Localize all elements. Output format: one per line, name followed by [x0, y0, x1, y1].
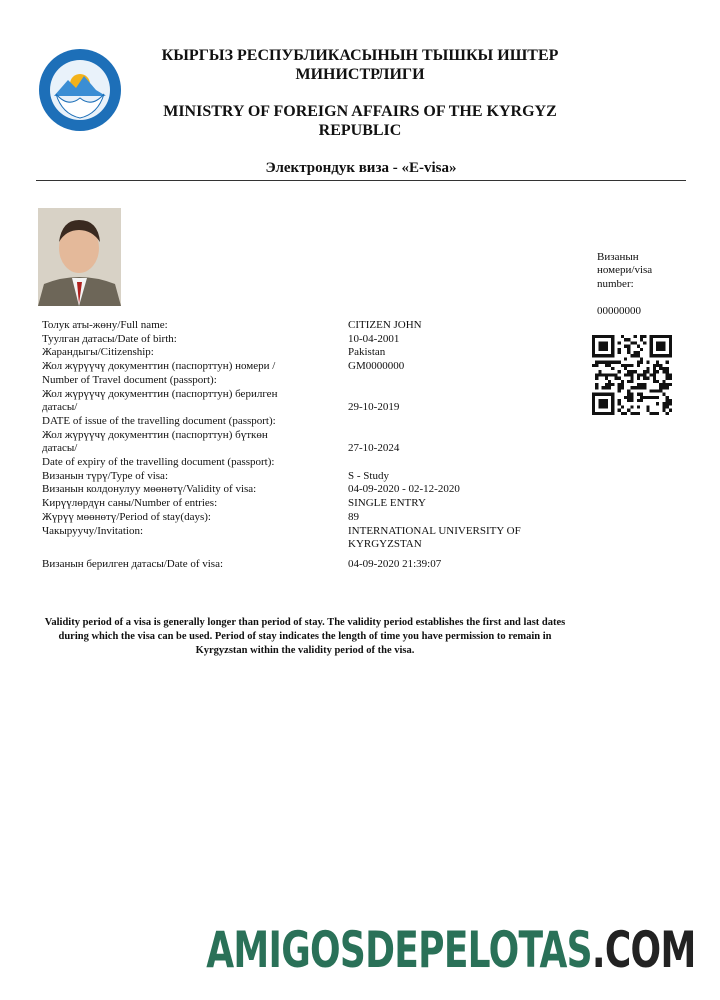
- field-visa-type: [42, 470, 602, 484]
- field-value: SINGLE ENTRY: [348, 497, 426, 510]
- field-passport-number: [42, 360, 602, 387]
- field-value: 04-09-2020 21:39:07: [348, 557, 442, 570]
- field-value: Pakistan: [348, 346, 386, 359]
- field-label: Визанын берилген датасы/Date of visa:: [42, 557, 224, 570]
- visa-number-value: 00000000: [597, 304, 641, 317]
- watermark-main: AMIGOSDEPELOTAS: [206, 921, 593, 979]
- field-label: Жол жүрүүчү документтин (паспорттун) берилген датасы/ DATE of issue of the travelling document (passport):: [42, 387, 278, 427]
- field-date-of-visa: [42, 558, 602, 572]
- state-emblem: [38, 48, 122, 132]
- document-subtitle: Электрондук виза - «E-visa»: [265, 160, 457, 176]
- field-label: Толук аты-жөну/Full name:: [42, 319, 168, 331]
- field-label: Жарандыгы/Citizenship:: [42, 346, 154, 359]
- ministry-title-ky: КЫРГЫЗ РЕСПУБЛИКАСЫНЫН ТЫШКЫ ИШТЕР МИНИСТРЛИГИ: [161, 47, 559, 83]
- applicant-photo: [38, 208, 121, 306]
- field-value: 27-10-2024: [348, 442, 400, 455]
- field-number-of-entries: [42, 497, 602, 511]
- field-date-of-birth: [42, 333, 602, 347]
- field-label: Визанын колдонулуу мөөнөтү/Validity of visa:: [42, 483, 257, 496]
- ministry-title-en: MINISTRY OF FOREIGN AFFAIRS OF THE KYRGYZ REPUBLIC: [163, 103, 557, 139]
- field-label: Жол жүрүүчү документтин (паспорттун) номери / Number of Travel document (passport):: [42, 360, 276, 386]
- field-label: Жүрүү мөөнөтү/Period of stay(days):: [42, 510, 211, 523]
- header-divider: [36, 180, 686, 181]
- field-invitation: [42, 525, 602, 552]
- validity-note: Validity period of a visa is generally longer than period of stay. The validity period establishes the first and last dates during which the visa can be used. Period of stay indicates the length of time you have permission to remain in Kyrgyzstan within the validity period of the visa.: [44, 617, 566, 656]
- field-value: INTERNATIONAL UNIVERSITY OF KYRGYZSTAN: [348, 524, 521, 551]
- field-value: 89: [348, 510, 359, 523]
- field-full-name: [42, 319, 602, 333]
- field-citizenship: [42, 346, 602, 360]
- visa-number-label: Визанын номери/visa number:: [597, 250, 653, 290]
- field-label: Визанын түрү/Type of visa:: [42, 469, 169, 482]
- visa-number-block: [597, 237, 687, 332]
- field-value: CITIZEN JOHN: [348, 319, 422, 331]
- field-value: S - Study: [348, 469, 389, 482]
- visa-fields: [42, 319, 602, 572]
- field-value: 04-09-2020 - 02-12-2020: [348, 483, 460, 496]
- field-value: 10-04-2001: [348, 332, 400, 345]
- field-label: Жол жүрүүчү документтин (паспорттун) бүткөн датасы/ Date of expiry of the travelling document (passport):: [42, 428, 275, 469]
- field-visa-validity: [42, 483, 602, 497]
- field-period-of-stay: [42, 511, 602, 525]
- field-passport-issue-date: [42, 388, 602, 429]
- field-passport-expiry-date: [42, 429, 602, 470]
- field-label: Туулган датасы/Date of birth:: [42, 332, 177, 345]
- watermark: [207, 922, 696, 978]
- field-label: Чакыруучу/Invitation:: [42, 524, 144, 537]
- field-value: 29-10-2019: [348, 401, 400, 414]
- qr-code: [592, 335, 672, 415]
- watermark-suffix: .COM: [592, 921, 696, 979]
- field-value: GM0000000: [348, 360, 405, 373]
- field-label: Кирүүлөрдүн саны/Number of entries:: [42, 497, 218, 510]
